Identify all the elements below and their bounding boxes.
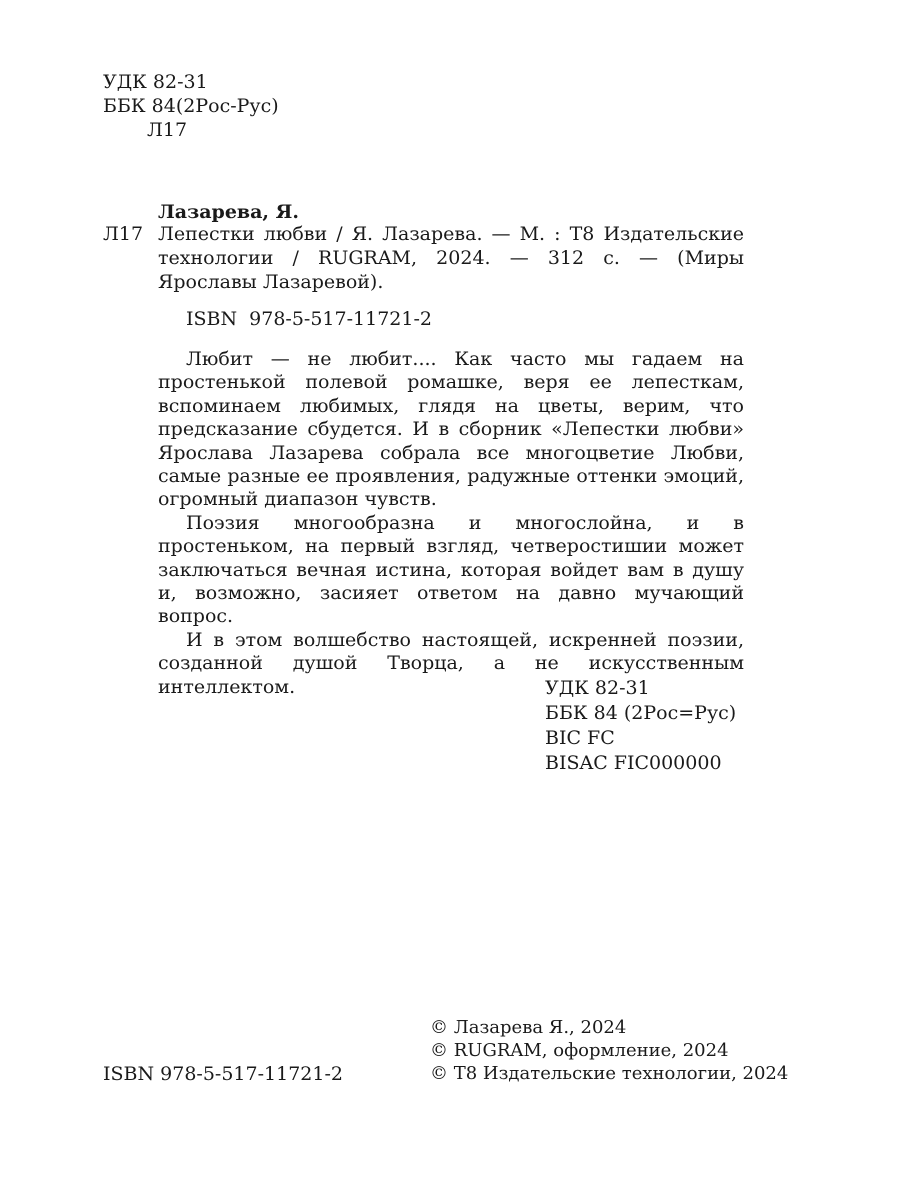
annotation-paragraph: Поэзия многообразна и многослойна, и в простеньком, на первый взгляд, четверостишии может заключаться вечная истина, которая войдет вам в душу и, возможно, засияет ответом на давно мучающий вопрос. [158, 511, 744, 628]
right-udk-code: УДК 82-31 [545, 677, 650, 699]
bic-code: BIC FC [545, 727, 615, 749]
annotation-paragraph: Любит — не любит.... Как часто мы гадаем на простенькой полевой ромашке, веря ее лепесткам, вспоминаем любимых, глядя на цветы, верим, что предсказание сбудется. И в сборник «Лепестки любви» Ярослава Лазарева собрала все многоцветие Любви, самые разные ее проявления, радужные оттенки эмоций, огромный диапазон чувств. [158, 348, 744, 511]
copyright-line: © Т8 Издательские технологии, 2024 [430, 1063, 789, 1084]
top-bbk-code: ББК 84(2Рос-Рус) [103, 95, 279, 117]
top-classification-block [103, 70, 279, 142]
annotation [158, 348, 744, 699]
copyright-line: © Лазарева Я., 2024 [430, 1017, 627, 1038]
record-isbn: ISBN 978-5-517-11721-2 [186, 308, 432, 330]
copyright-block [430, 1016, 788, 1085]
annotation-paragraph: И в этом волшебство настоящей, искренней поэзии, созданной душой Творца, а не искусственным интеллектом. [158, 628, 744, 698]
right-bbk-code: ББК 84 (2Рос=Рус) [545, 702, 737, 724]
footer-isbn: ISBN 978-5-517-11721-2 [103, 1063, 343, 1085]
copyright-line: © RUGRAM, оформление, 2024 [430, 1040, 729, 1061]
bisac-code: BISAC FIC000000 [545, 752, 722, 774]
bibliographic-description: Лепестки любви / Я. Лазарева. — М. : Т8 Издательские технологии / RUGRAM, 2024. — 312 с. — (Миры Ярославы Лазаревой). [158, 223, 744, 293]
top-cutter-code: Л17 [147, 119, 188, 141]
record-cutter-code: Л17 [103, 223, 144, 245]
top-udk-code: УДК 82-31 [103, 71, 208, 93]
right-classification-block [545, 676, 736, 776]
author-heading: Лазарева, Я. [158, 201, 300, 223]
